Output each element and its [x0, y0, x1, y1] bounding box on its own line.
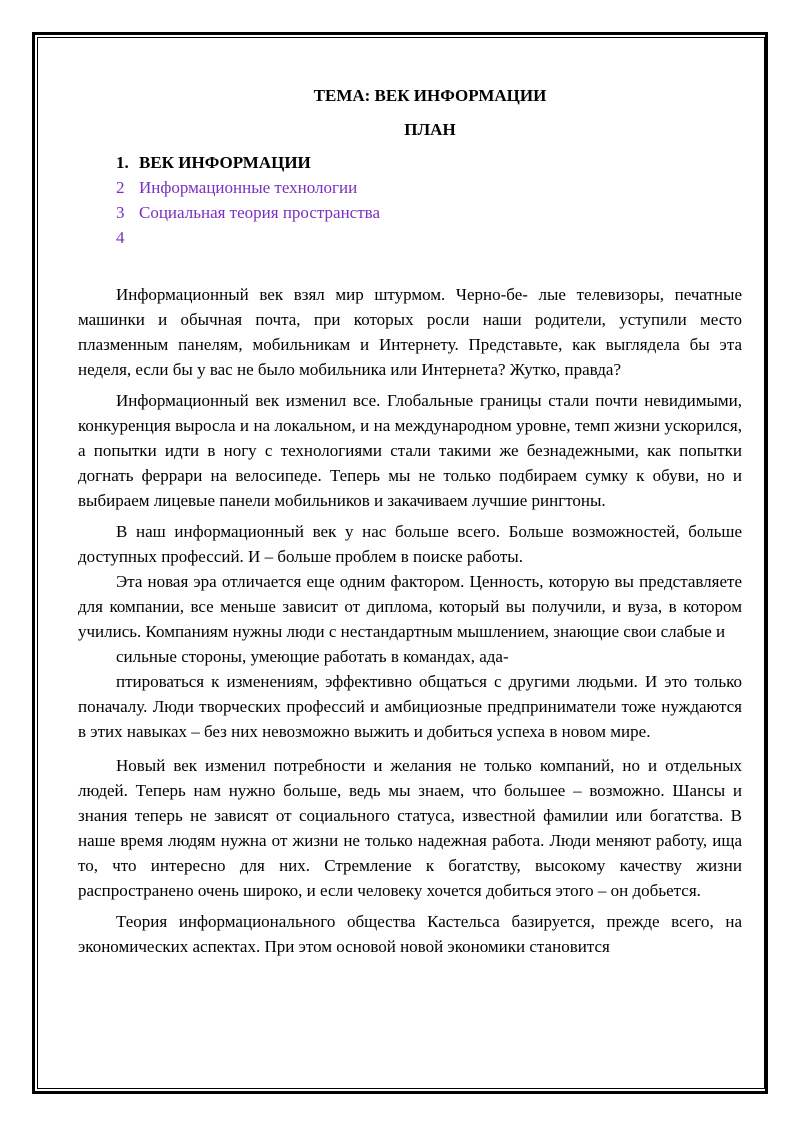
paragraph: Эта новая эра отличается еще одним фактором. Ценность, которую вы представляете для компании, все меньше зависит от диплома, который вы получили, и вуза, в котором учились. Компаниям нужны люди с нестандартным мышлением, знающие свои слабые и	[78, 572, 742, 641]
plan-item-link[interactable]: Социальная теория пространства	[139, 203, 380, 222]
plan-item-2[interactable]	[116, 175, 742, 200]
plan-item-number: 2	[116, 178, 125, 197]
plan-item-number: 1.	[116, 153, 129, 172]
paragraph: сильные стороны, умеющие работать в командах, ада-	[116, 647, 509, 666]
plan-heading: ПЛАН	[404, 120, 456, 139]
plan-item-label: ВЕК ИНФОРМАЦИИ	[139, 153, 311, 172]
paragraph: Информационный век взял мир штурмом. Черно-бе- лые телевизоры, печатные машинки и обычная почта, при которых росли наши родители, уступили место плазменным панелям, мобильникам и Интернету. Представьте, как выглядела бы эта неделя, если бы у вас не было мобильника или Интернета? Жутко, правда?	[78, 285, 742, 379]
plan-item-3[interactable]	[116, 200, 742, 225]
paragraph: Теория информационального общества Кастельса базируется, прежде всего, на экономических аспектах. При этом основой новой экономики становится	[78, 912, 742, 956]
paragraph: Новый век изменил потребности и желания не только компаний, но и отдельных людей. Теперь нам нужно больше, ведь мы знаем, что большее – возможно. Шансы и знания теперь не зависят от социального статуса, известной фамилии или богатства. В наше время людям нужна от жизни не только надежная работа. Люди меняют работу, ища то, что интересно для них. Стремление к богатству, высокому качеству жизни распространено очень широко, и если человеку хочется добиться этого – он добьется.	[78, 756, 742, 900]
document-title: ТЕМА: ВЕК ИНФОРМАЦИИ	[313, 86, 547, 105]
paragraph: Информационный век изменил все. Глобальные границы стали почти невидимыми, конкуренция выросла и на локальном, и на международном уровне, темп жизни ускорился, а попытки идти в ногу с технологиями стали такими же безнадежными, как попытки догнать феррари на велосипеде. Теперь мы не только подбираем сумку к обуви, но и выбираем лицевые панели мобильников и закачиваем лучшие рингтоны.	[78, 391, 742, 510]
document-body	[78, 84, 742, 1088]
body-text	[78, 282, 742, 959]
plan-item-number: 4	[116, 228, 125, 247]
paragraph: В наш информационный век у нас больше всего. Больше возможностей, больше доступных профессий. И – больше проблем в поиске работы.	[78, 522, 742, 566]
plan-item-link[interactable]: Информационные технологии	[139, 178, 358, 197]
plan-item-number: 3	[116, 203, 125, 222]
paragraph: птироваться к изменениям, эффективно общаться с другими людьми. И это только поначалу. Люди творческих профессий и амбициозные предприниматели тоже нуждаются в этих навыках – без них невозможно выжить и добиться успеха в новом мире.	[78, 672, 742, 741]
plan-list	[78, 150, 742, 250]
plan-item-4[interactable]	[116, 225, 742, 250]
plan-item-1	[116, 150, 742, 175]
